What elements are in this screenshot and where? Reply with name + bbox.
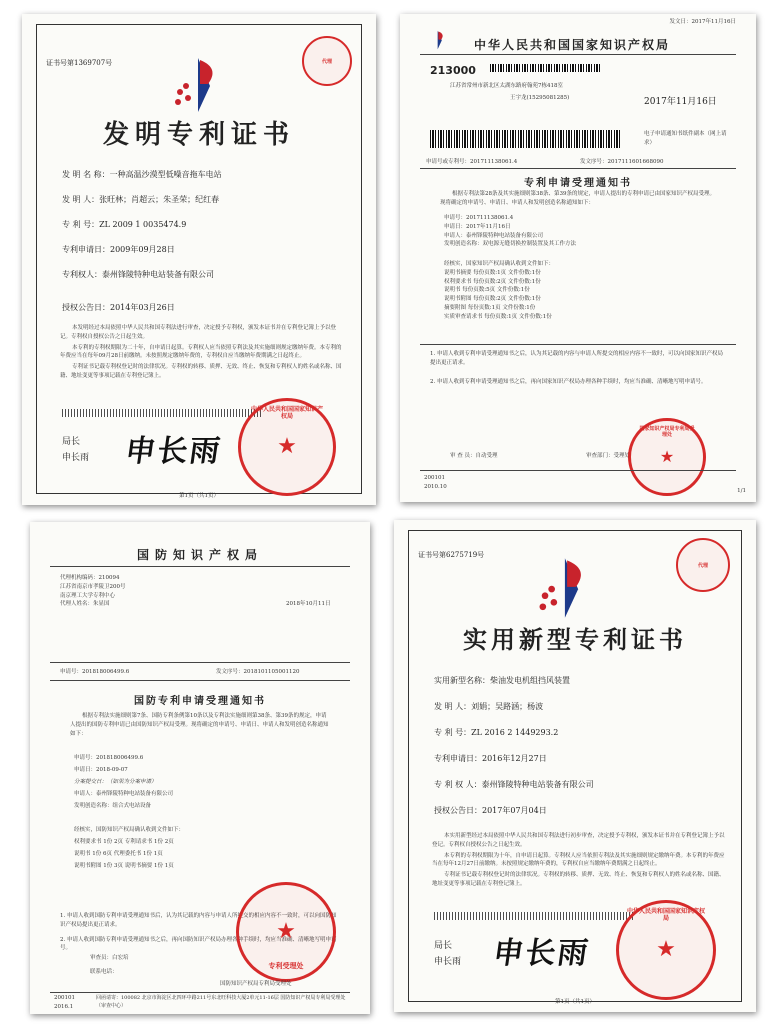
notice-date: 2017年11月16日 <box>644 97 717 107</box>
field-row: 发 明 人：张旺林；肖超云；朱圣荣；纪红春 <box>62 195 220 204</box>
recipient-address: 江苏省常州市新北区太湖东路府翰苑7栋418室 <box>450 83 563 89</box>
field-row: 专利权人：泰州锋陵特种电站装备有限公司 <box>62 270 214 279</box>
director-name: 申长雨 <box>62 453 90 463</box>
notice-header: 国防知识产权局 <box>136 548 263 562</box>
issuing-office: 国防知识产权局专利局受理处 <box>220 981 292 987</box>
header-rule <box>420 54 736 55</box>
defense-acceptance-seal: ★ 专利受理处 <box>236 882 336 982</box>
director-label: 局长 <box>434 941 453 951</box>
notice-notes: 1. 申请人收到国防专利申请受理通知书后，认为其记载的内容与申请人所提交的相应内容不一致时，可以向国防知识产权局提出更正请求。 2. 申请人收到国防专利申请受理通知书之后，再向国防知识产权局办理各种手续时，均应当准确、清晰地写明申请号。 <box>60 913 337 952</box>
security-pattern <box>434 912 634 920</box>
cnipa-logo <box>170 56 228 114</box>
cnipa-seal: 中华人民共和国国家知识产权局 ★ <box>238 398 336 496</box>
field-row: 专利申请日：2016年12月27日 <box>434 754 547 763</box>
address-barcode <box>490 64 600 72</box>
notice-items: 申请号：201818006499.6 申请日：2018-09-07 分案提交日：（如果为分案申请） 申请人：泰州锋陵特种电站装备有限公司 发明创造名称：组合式电站设备 <box>74 755 174 810</box>
director-label: 局长 <box>62 437 81 447</box>
defense-acceptance-notice <box>30 522 370 1014</box>
issue-date-small: 发文日：2017年11月16日 <box>669 19 736 25</box>
director-signature: 申长雨 <box>123 434 224 469</box>
director-name: 申长雨 <box>434 957 462 967</box>
examiner: 审 查 员：自动受理 <box>450 453 498 459</box>
section-rule <box>50 662 350 663</box>
utility-model-certificate <box>394 520 756 1012</box>
acceptance-notice <box>400 14 756 502</box>
field-row: 发 明 名 称：一种高温沙漠型低噪音拖车电站 <box>62 170 222 179</box>
agency-fields: 代理机构编码：210094 江苏省南京市孝陵卫200号 南京理工大学专利中心 代理人姓名：朱显国 <box>60 575 126 608</box>
header-rule <box>50 566 350 567</box>
document-list: 经核实，国防知识产权局确认收到文件如下： 权利要求书 1份 2页 专利请求书 1份 2页 说明书 1份 6页 代理委托书 1份 1页 说明书附图 1份 3页 说明书摘要 1份 1页 <box>74 827 185 870</box>
field-row: 专 利 权 人：泰州锋陵特种电站装备有限公司 <box>434 780 594 789</box>
page-number: 1/1 <box>737 488 746 495</box>
certificate-body: 本发明经过本局依照中华人民共和国专利法进行审查，决定授予专利权，颁发本证书并在专利登记簿上予以登记。专利权自授权公告之日起生效。 本专利的专利权期限为二十年，自申请日起算。专利权人应当依照专利法及其实施细则规定缴纳年费。本专利的年费应当在每年09月28日前缴纳。未按照规定缴纳年费的，专利权自应当缴纳年费期满之日起终止。 专利证书记载专利权登记时的法律状况。专利权的转移、质押、无效、终止、恢复和专利权人的姓名或名称、国籍、地址变更等事项记载在专利登记簿上。 <box>60 325 342 379</box>
certificate-fields <box>434 668 594 824</box>
certificate-number: 证书号第1369707号 <box>46 59 113 67</box>
invention-patent-certificate <box>22 14 376 505</box>
acceptance-seal: 国家知识产权局专利局受理处 ★ <box>628 418 706 496</box>
certificate-fields <box>62 162 222 320</box>
notice-body: 根据专利法实施细则第7条、国防专利条例第10条以及专利法实施细则第38条、第39条的规定，申请人提出的国防专利申请已由国防知识产权局受理。现将确定的申请号、申请日、申请人和发明创造名称通知如下： <box>70 713 329 737</box>
security-pattern <box>62 409 262 417</box>
document-barcode <box>430 130 620 148</box>
certificate-title: 实用新型专利证书 <box>463 625 687 654</box>
director-signature: 申长雨 <box>491 936 592 971</box>
agency-stamp-small: 代理 <box>676 538 730 592</box>
star-icon: ★ <box>276 919 296 944</box>
notes-rule <box>420 344 736 345</box>
section-rule <box>420 168 736 169</box>
page-number: 第1页（共1页） <box>179 493 219 499</box>
notice-title: 专利申请受理通知书 <box>524 178 632 189</box>
department: 审查部门：受理处 <box>586 453 631 459</box>
examiner: 审查员：白宏培 <box>90 955 129 961</box>
form-code: 200101 2016.1 <box>54 995 75 1010</box>
cnipa-logo <box>534 556 598 620</box>
star-icon: ★ <box>277 434 297 459</box>
application-number: 申请号：201818006499.6 <box>60 669 130 675</box>
notice-notes: 1. 申请人收到专利申请受理通知书之后，认为其记载的内容与申请人所提交的相应内容不一致时，可以向国家知识产权局提出更正请求。 2. 申请人收到专利申请受理通知书之后，再向国家知识产权局办理各种手续时，均应当准确、清晰地写明申请号。 <box>430 351 723 385</box>
agency-stamp-small: 代理 <box>302 36 352 86</box>
field-row: 授权公告日：2017年07月04日 <box>434 806 547 815</box>
notice-items: 申请号：201711138061.4 申请日：2017年11月16日 申请人：泰州锋陵特种电站装备有限公司 发明创造名称：双电源无缝切换控制装置及其工作方法 <box>444 215 577 248</box>
page-number: 第1页（共1页） <box>555 999 595 1005</box>
form-code: 200101 2010.10 <box>424 475 447 490</box>
return-address: 回函请寄：100082 北京市海淀区北四环中路211号东北旺科技大厦2单元11-16层 国防知识产权局专利局受理处（审查中心） <box>96 995 346 1009</box>
postcode: 213000 <box>430 64 476 77</box>
notice-header: 中华人民共和国国家知识产权局 <box>474 38 671 52</box>
field-row: 实用新型名称：柴油发电机组挡风装置 <box>434 676 570 685</box>
document-number: 发文序号：2017111601668090 <box>580 159 664 165</box>
notice-title: 国防专利申请受理通知书 <box>134 696 266 707</box>
cnipa-seal: 中华人民共和国国家知识产权局 ★ <box>616 900 716 1000</box>
footer-rule <box>50 992 350 993</box>
contact-phone: 联系电话： <box>90 969 118 975</box>
document-list: 经核实，国家知识产权局确认收到文件如下： 说明书摘要 每份页数:1页 文件份数:1份 权利要求书 每份页数:2页 文件份数:1份 说明书 每份页数:5页 文件份数:1份 说明书附图 每份页数:2页 文件份数:1份 摘要附图 每份页数:1页 文件份数:1份 实质审查请求书 每份页数:1页 文件份数:1份 <box>444 261 555 320</box>
application-number: 申请号或专利号：201711138061.4 <box>426 159 518 165</box>
notice-body: 根据专利法第28条及其实施细则第38条、第39条的规定，申请人提出的专利申请已由国家知识产权局受理。现将确定的申请号、申请日、申请人和发明创造名称通知如下： <box>440 191 715 206</box>
certificate-number: 证书号第6275719号 <box>418 551 485 559</box>
star-icon: ★ <box>659 447 675 466</box>
footer-rule <box>420 470 736 471</box>
cnipa-logo <box>428 30 448 50</box>
certificate-title: 发明专利证书 <box>102 120 295 150</box>
field-row: 授权公告日：2014年03月26日 <box>62 303 175 312</box>
star-icon: ★ <box>656 937 676 962</box>
field-row: 发 明 人：刘娟；吴路涵；杨波 <box>434 702 544 711</box>
field-row: 专 利 号：ZL 2016 2 1449293.2 <box>434 728 559 737</box>
certificate-body: 本实用新型经过本局依照中华人民共和国专利法进行初步审查，决定授予专利权，颁发本证书并在专利登记簿上予以登记。专利权自授权公告之日起生效。 本专利的专利权期限为十年，自申请日起算。专利权人应当依照专利法及其实施细则规定缴纳年费。本专利的年费应当在每年12月27日前缴纳。未按照规定缴纳年费的，专利权自应当缴纳年费期满之日起终止。 专利证书记载专利权登记时的法律状况。专利权的转移、质押、无效、终止、恢复和专利权人的姓名或名称、国籍、地址变更等事项记载在专利登记簿上。 <box>432 833 725 887</box>
notice-date: 2018年10月11日 <box>286 601 331 607</box>
recipient-name: 王宇龙(15295081285) <box>510 95 570 101</box>
document-number: 发文序号：2018101105001120 <box>216 669 300 675</box>
field-row: 专 利 号：ZL 2009 1 0035474.9 <box>62 220 187 229</box>
electronic-note: 电子申请通知书纸件副本（网上请求） <box>644 131 727 146</box>
field-row: 专利申请日：2009年09月28日 <box>62 245 175 254</box>
section-rule <box>50 680 350 681</box>
